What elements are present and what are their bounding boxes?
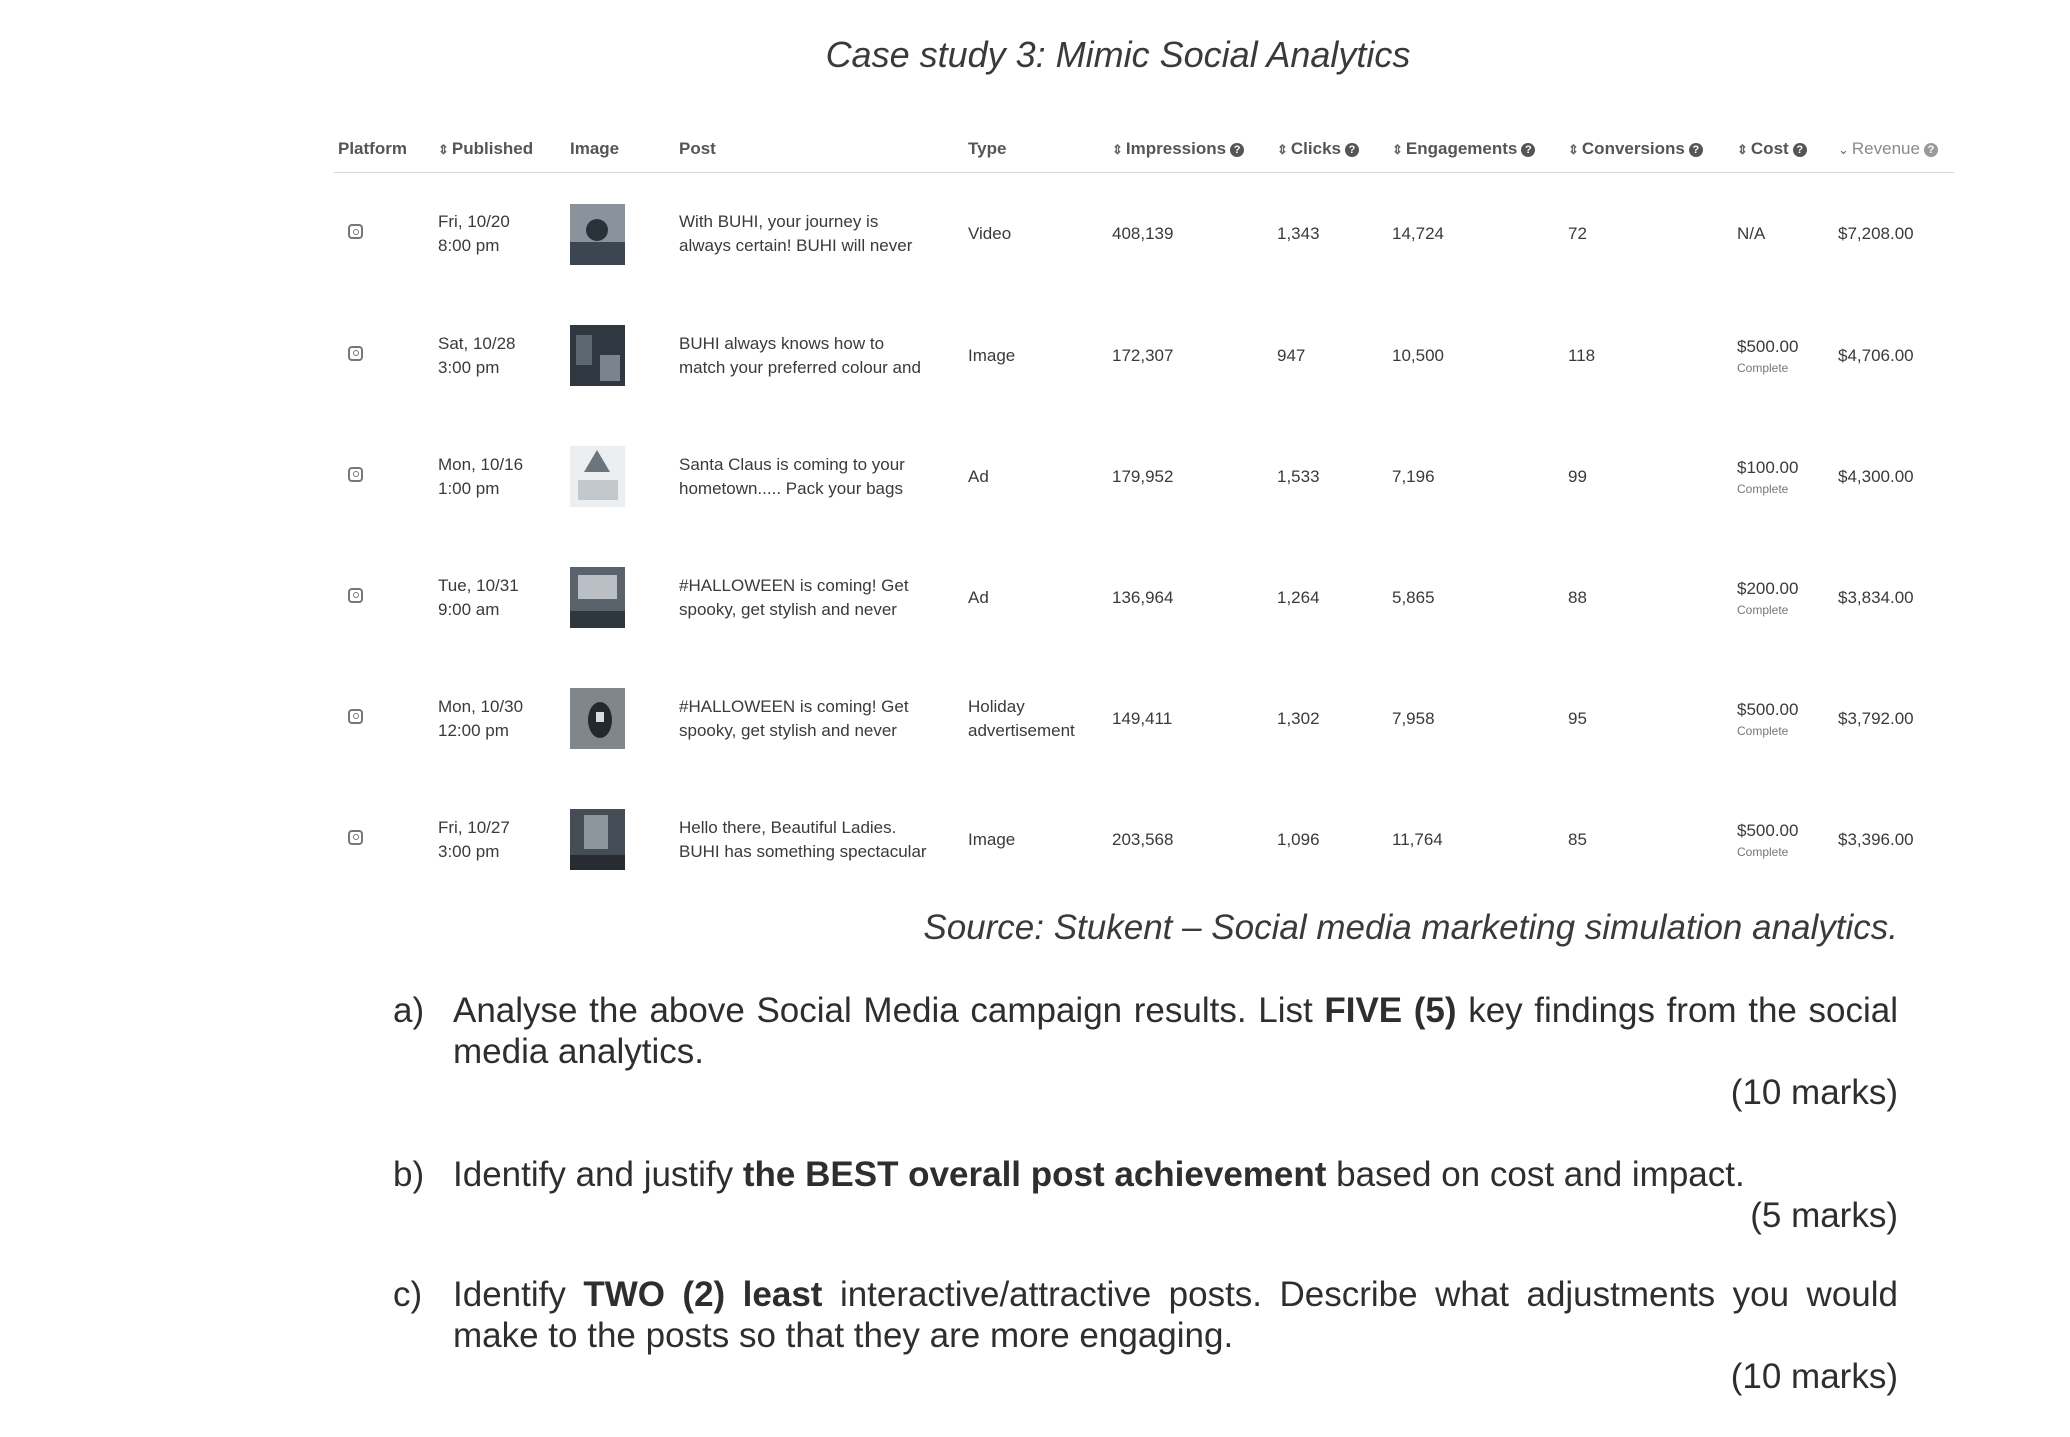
instagram-icon	[348, 830, 363, 845]
published-date: Tue, 10/31	[438, 575, 519, 595]
conversions-value: 88	[1568, 587, 1587, 607]
published-time: 3:00 pm	[438, 357, 500, 377]
question-marks: (5 marks)	[1750, 1196, 1898, 1235]
col-cost[interactable]: ⇕ Cost ?	[1733, 126, 1834, 173]
post-thumbnail	[570, 809, 625, 870]
col-impressions[interactable]: ⇕ Impressions ?	[1108, 126, 1273, 173]
post-thumbnail	[570, 688, 625, 749]
help-icon[interactable]: ?	[1230, 143, 1244, 157]
help-icon[interactable]: ?	[1793, 143, 1807, 157]
published-time: 1:00 pm	[438, 478, 500, 498]
instagram-icon	[348, 709, 363, 724]
question-label: a)	[393, 991, 425, 1030]
engagements-value: 7,196	[1392, 466, 1435, 486]
col-image: Image	[566, 126, 675, 173]
revenue-value: $3,834.00	[1838, 587, 1914, 607]
sort-icon: ⇕	[1277, 142, 1288, 157]
col-type: Type	[964, 126, 1108, 173]
col-engagements[interactable]: ⇕ Engagements ?	[1388, 126, 1564, 173]
col-clicks[interactable]: ⇕ Clicks ?	[1273, 126, 1388, 173]
question-text: Identify and justify the BEST overall post achievement based on cost and impact.	[453, 1155, 1745, 1194]
cost-value: N/A	[1737, 224, 1766, 243]
post-text: #HALLOWEEN is coming! Get	[679, 575, 909, 595]
engagements-value: 10,500	[1392, 345, 1444, 365]
instagram-icon	[348, 224, 363, 239]
published-date: Fri, 10/27	[438, 817, 510, 837]
col-platform: Platform	[334, 126, 434, 173]
instagram-icon	[348, 588, 363, 603]
post-thumbnail	[570, 567, 625, 628]
instagram-icon	[348, 467, 363, 482]
impressions-value: 149,411	[1112, 708, 1173, 728]
instagram-icon	[348, 346, 363, 361]
help-icon[interactable]: ?	[1521, 143, 1535, 157]
impressions-value: 408,139	[1112, 224, 1174, 243]
engagements-value: 11,764	[1392, 829, 1443, 849]
post-type: Video	[968, 224, 1012, 243]
table-row: Fri, 10/20 8:00 pm With BUHI, your journey is always certain! BUHI will never Video 408,139 1,343 14,724 72 N/A $7,208.00	[334, 173, 1954, 296]
help-icon[interactable]: ?	[1345, 143, 1359, 157]
published-date: Mon, 10/30	[438, 696, 524, 716]
revenue-value: $4,300.00	[1838, 466, 1914, 486]
post-type: Holiday advertisement	[968, 696, 1075, 740]
sort-icon: ⇕	[438, 142, 449, 157]
clicks-value: 1,302	[1277, 708, 1320, 728]
col-conversions[interactable]: ⇕ Conversions ?	[1564, 126, 1733, 173]
question-text: Identify TWO (2) least interactive/attractive posts. Describe what adjustments you would make to the posts so that they are more engaging.	[453, 1275, 1899, 1355]
impressions-value: 203,568	[1112, 829, 1174, 849]
clicks-value: 1,264	[1277, 587, 1320, 607]
published-time: 3:00 pm	[438, 841, 500, 861]
published-time: 9:00 am	[438, 599, 500, 619]
help-icon[interactable]: ?	[1924, 143, 1938, 157]
post-type: Ad	[968, 587, 989, 607]
revenue-value: $7,208.00	[1838, 224, 1914, 243]
table-row: Mon, 10/30 12:00 pm #HALLOWEEN is coming! Get spooky, get stylish and never Holiday advertisement 149,411 1,302 7,958 95 $500.00 Complete $3,792.00	[334, 658, 1954, 779]
clicks-value: 947	[1277, 345, 1306, 365]
post-type: Ad	[968, 466, 989, 486]
published-date: Sat, 10/28	[438, 333, 516, 353]
conversions-value: 72	[1568, 224, 1587, 243]
col-post: Post	[675, 126, 964, 173]
revenue-value: $3,792.00	[1838, 708, 1914, 728]
clicks-value: 1,096	[1277, 829, 1320, 849]
cost-status: Complete	[1737, 602, 1789, 617]
published-date: Mon, 10/16	[438, 454, 524, 474]
cost-value: $500.00 Complete	[1733, 779, 1834, 900]
col-published[interactable]: ⇕ Published	[434, 126, 566, 173]
sort-desc-icon: ⌄	[1838, 142, 1849, 157]
table-header-row	[334, 126, 1954, 173]
clicks-value: 1,533	[1277, 466, 1320, 486]
post-text: With BUHI, your journey is	[679, 212, 879, 231]
post-thumbnail	[570, 325, 625, 386]
post-text: Santa Claus is coming to your	[679, 454, 905, 474]
sort-icon: ⇕	[1568, 142, 1579, 157]
question-a	[393, 990, 1898, 1113]
sort-icon: ⇕	[1112, 142, 1123, 157]
published-time: 8:00 pm	[438, 236, 500, 255]
conversions-value: 85	[1568, 829, 1587, 849]
post-text: #HALLOWEEN is coming! Get	[679, 696, 909, 716]
published-time: 12:00 pm	[438, 720, 509, 740]
sort-icon: ⇕	[1392, 142, 1403, 157]
post-type: Image	[968, 829, 1016, 849]
table-row: Sat, 10/28 3:00 pm BUHI always knows how to match your preferred colour and Image 172,307 947 10,500 118 $500.00 Complete $4,706.00	[334, 295, 1954, 416]
question-b	[393, 1154, 1898, 1236]
table-row: Fri, 10/27 3:00 pm Hello there, Beautiful Ladies. BUHI has something spectacular Image 203,568 1,096 11,764 85 $500.00 Complete $3,396.00	[334, 779, 1954, 900]
impressions-value: 172,307	[1112, 345, 1174, 365]
question-label: c)	[393, 1275, 423, 1314]
question-label: b)	[393, 1155, 425, 1194]
post-text: BUHI always knows how to	[679, 333, 885, 353]
table-row: Tue, 10/31 9:00 am #HALLOWEEN is coming! Get spooky, get stylish and never Ad 136,964 1,264 5,865 88 $200.00 Complete $3,834.00	[334, 537, 1954, 658]
engagements-value: 7,958	[1392, 708, 1435, 728]
post-thumbnail	[570, 446, 625, 507]
col-revenue[interactable]: ⌄ Revenue ?	[1834, 126, 1954, 173]
engagements-value: 14,724	[1392, 224, 1444, 243]
published-date: Fri, 10/20	[438, 212, 510, 231]
analytics-table	[334, 126, 1954, 900]
cost-value: $200.00 Complete	[1733, 537, 1834, 658]
impressions-value: 136,964	[1112, 587, 1174, 607]
table-row: Mon, 10/16 1:00 pm Santa Claus is coming to your hometown..... Pack your bags Ad 179,952 1,533 7,196 99 $100.00 Complete $4,300.00	[334, 416, 1954, 537]
help-icon[interactable]: ?	[1689, 143, 1703, 157]
post-thumbnail	[570, 204, 625, 265]
conversions-value: 99	[1568, 466, 1587, 486]
cost-status: Complete	[1737, 723, 1789, 738]
post-text: Hello there, Beautiful Ladies.	[679, 817, 897, 837]
cost-value: $500.00 Complete	[1733, 295, 1834, 416]
case-study-title: Case study 3: Mimic Social Analytics	[825, 34, 1411, 75]
cost-status: Complete	[1737, 481, 1789, 496]
sort-icon: ⇕	[1737, 142, 1748, 157]
question-text: Analyse the above Social Media campaign results. List FIVE (5) key findings from the social media analytics.	[453, 991, 1898, 1071]
cost-status: Complete	[1737, 360, 1789, 375]
revenue-value: $4,706.00	[1838, 345, 1914, 365]
engagements-value: 5,865	[1392, 587, 1435, 607]
revenue-value: $3,396.00	[1838, 829, 1914, 849]
conversions-value: 118	[1568, 345, 1596, 365]
impressions-value: 179,952	[1112, 466, 1174, 486]
source-caption: Source: Stukent – Social media marketing simulation analytics.	[923, 908, 1898, 947]
question-marks: (10 marks)	[1730, 1357, 1898, 1396]
question-c	[393, 1274, 1898, 1397]
cost-value: $500.00 Complete	[1733, 658, 1834, 779]
conversions-value: 95	[1568, 708, 1587, 728]
question-marks: (10 marks)	[1730, 1073, 1898, 1112]
post-type: Image	[968, 345, 1016, 365]
cost-value: $100.00 Complete	[1733, 416, 1834, 537]
cost-status: Complete	[1737, 844, 1789, 859]
clicks-value: 1,343	[1277, 224, 1320, 243]
